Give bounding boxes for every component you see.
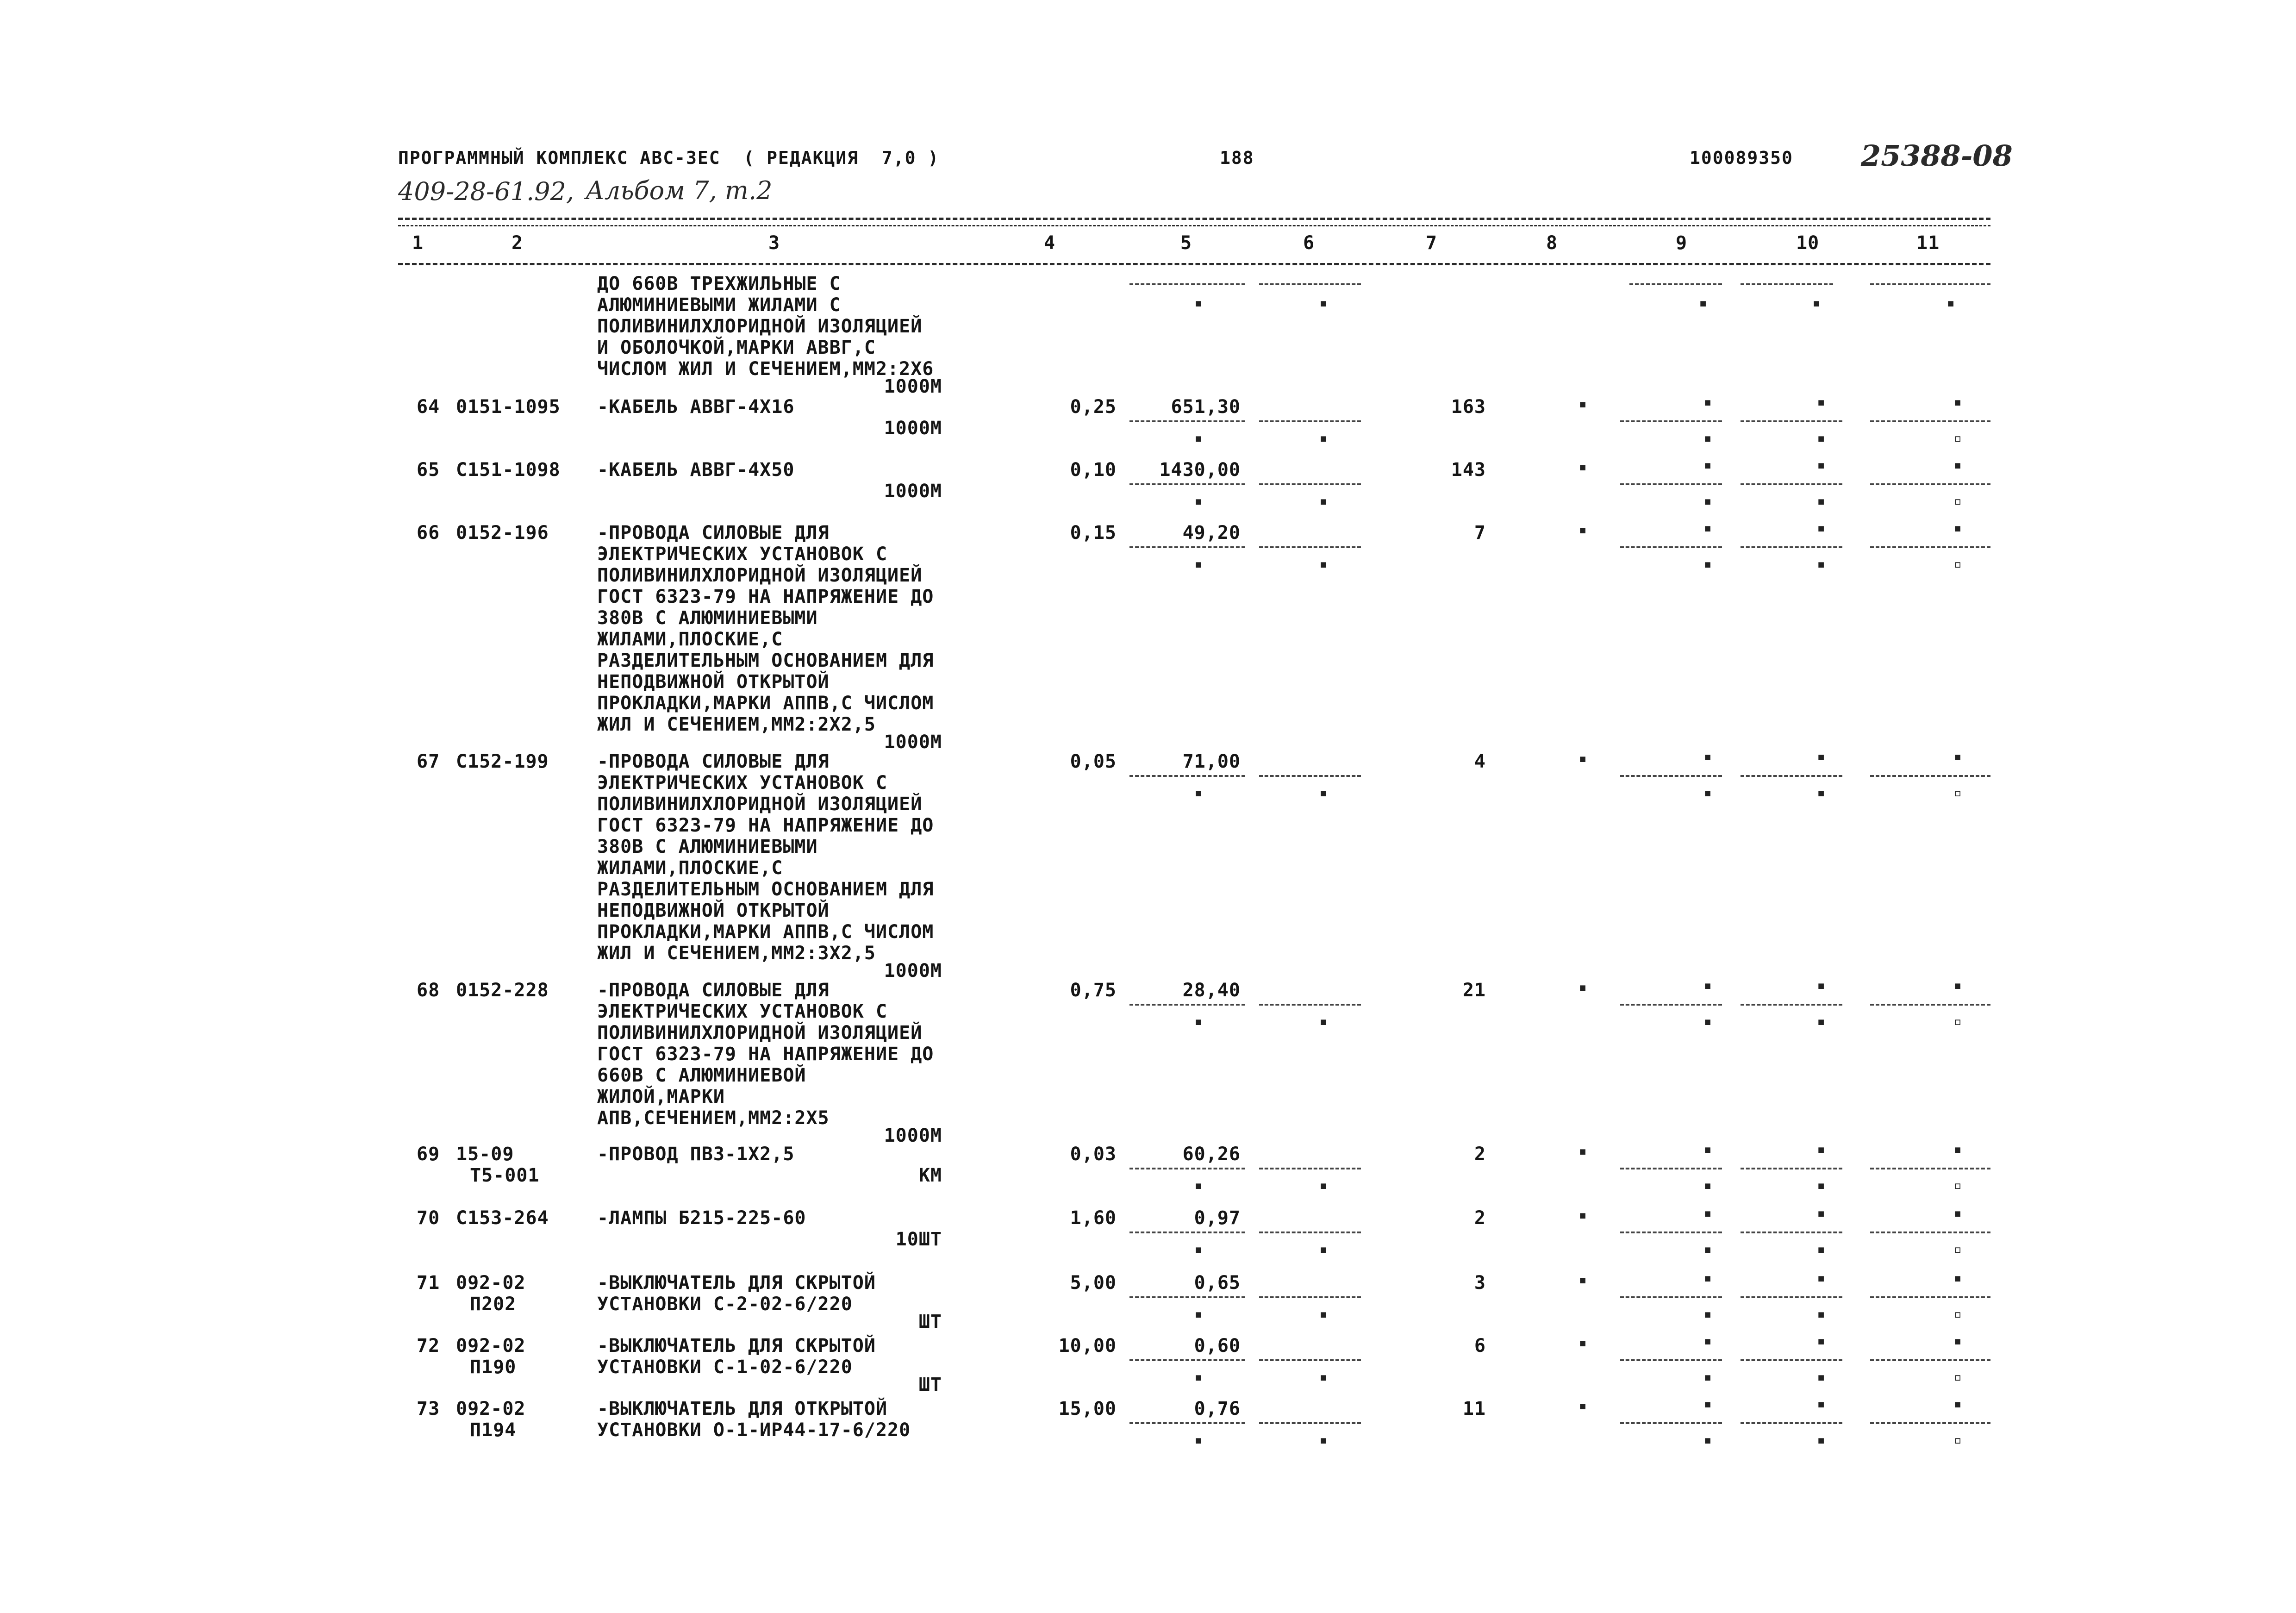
- continuation-text-line: ЧИСЛОМ ЖИЛ И СЕЧЕНИЕМ,ММ2:2Х6: [597, 358, 934, 380]
- dash-mark: ▪: [1817, 520, 1826, 536]
- dash-mark: ▫: [1953, 1432, 1962, 1448]
- dash-mark: ▪: [1319, 1432, 1328, 1448]
- subtotal-rule: [1870, 1004, 1990, 1006]
- handwritten-album: Альбом 7, т.2: [586, 176, 773, 205]
- subtotal-rule: [1870, 420, 1990, 422]
- row-description-line: ПОЛИВИНИЛХЛОРИДНОЙ ИЗОЛЯЦИЕЙ: [597, 565, 923, 586]
- dash-mark: ▫: [1953, 1177, 1962, 1194]
- row-description-line: АПВ,СЕЧЕНИЕМ,ММ2:2Х5: [597, 1107, 830, 1129]
- dash-mark: ▪: [1953, 520, 1962, 536]
- dash-mark: ▫: [1953, 785, 1962, 801]
- row-description-line: ЭЛЕКТРИЧЕСКИХ УСТАНОВОК С: [597, 1001, 888, 1022]
- column-header-10: 10: [1796, 232, 1820, 254]
- row-description-line: ЭЛЕКТРИЧЕСКИХ УСТАНОВОК С: [597, 772, 888, 794]
- row-description-line: -ПРОВОД ПВ3-1Х2,5: [597, 1144, 795, 1165]
- subtotal-rule: [1741, 1296, 1842, 1298]
- dash-mark: ▪: [1194, 785, 1203, 801]
- dash-mark: ▪: [1817, 1396, 1826, 1412]
- subtotal-rule: [1129, 775, 1245, 777]
- subtotal-rule: [1129, 420, 1245, 422]
- row-unit-price: 71,00: [1182, 751, 1241, 772]
- row-code: С151-1098: [456, 459, 561, 481]
- document-number: 100089350: [1690, 148, 1793, 168]
- row-description-line: -ПРОВОДА СИЛОВЫЕ ДЛЯ: [597, 751, 830, 772]
- row-code: 0152-228: [456, 980, 549, 1001]
- row-unit: КМ: [918, 1165, 942, 1186]
- dash-mark: ▪: [1194, 1013, 1203, 1030]
- subtotal-rule: [1870, 1422, 1990, 1424]
- subtotal-rule: [1129, 1296, 1245, 1298]
- row-description-line: УСТАНОВКИ С-1-02-6/220: [597, 1357, 853, 1378]
- row-description-line: 660В С АЛЮМИНИЕВОЙ: [597, 1065, 806, 1086]
- dash-mark: ▪: [1953, 1141, 1962, 1157]
- dash-mark: ▪: [1703, 1241, 1712, 1257]
- dash-mark: ▪: [1703, 977, 1712, 994]
- dash-mark: ▪: [1817, 977, 1826, 994]
- subtotal-rule: [1259, 1359, 1361, 1361]
- dash-mark: ▪: [1817, 1432, 1826, 1448]
- row-unit-price: 0,97: [1194, 1207, 1241, 1229]
- row-total: 3: [1474, 1272, 1486, 1294]
- row-total: 7: [1474, 522, 1486, 544]
- dash-mark: ▪: [1578, 1207, 1587, 1223]
- dash-mark: ▪: [1578, 522, 1587, 538]
- dash-mark: ▪: [1319, 1369, 1328, 1385]
- dash-mark: ▪: [1953, 1396, 1962, 1412]
- dash-mark: ▪: [1699, 295, 1708, 311]
- dash-mark: ▪: [1319, 1177, 1328, 1194]
- row-description-line: ЖИЛАМИ,ПЛОСКИЕ,С: [597, 629, 783, 650]
- dash-mark: ▫: [1953, 1241, 1962, 1257]
- subtotal-rule: [1870, 1168, 1990, 1169]
- subtotal-rule: [1129, 283, 1245, 285]
- dash-mark: ▪: [1578, 459, 1587, 475]
- dash-mark: ▪: [1578, 396, 1587, 412]
- row-unit-price: 651,30: [1171, 396, 1241, 418]
- dash-mark: ▪: [1817, 1369, 1826, 1385]
- subtotal-rule: [1259, 1296, 1361, 1298]
- row-description-line: ПРОКЛАДКИ,МАРКИ АППВ,С ЧИСЛОМ: [597, 921, 934, 943]
- dash-mark: ▪: [1817, 556, 1826, 572]
- row-number: 66: [417, 522, 440, 544]
- subtotal-rule: [1741, 420, 1842, 422]
- subtotal-rule: [1129, 546, 1245, 548]
- dash-mark: ▪: [1703, 1177, 1712, 1194]
- row-unit: 1000М: [884, 731, 942, 753]
- dash-mark: ▪: [1703, 1270, 1712, 1286]
- row-number: 71: [417, 1272, 440, 1294]
- subtotal-rule: [1129, 483, 1245, 485]
- dash-mark: ▪: [1319, 493, 1328, 509]
- dash-mark: ▪: [1194, 1432, 1203, 1448]
- subtotal-rule: [1870, 546, 1990, 548]
- row-quantity: 0,25: [1070, 396, 1117, 418]
- row-quantity: 0,03: [1070, 1144, 1117, 1165]
- row-description-line: ЖИЛОЙ,МАРКИ: [597, 1086, 725, 1107]
- dash-mark: ▪: [1953, 1333, 1962, 1349]
- subtotal-rule: [1620, 1359, 1722, 1361]
- row-unit: ШТ: [918, 1311, 942, 1332]
- program-header: ПРОГРАММНЫЙ КОМПЛЕКС АВС-3ЕС ( РЕДАКЦИЯ 7,0 ): [398, 148, 940, 168]
- row-number: 70: [417, 1207, 440, 1229]
- row-description-line: -ПРОВОДА СИЛОВЫЕ ДЛЯ: [597, 980, 830, 1001]
- row-description-line: УСТАНОВКИ С-2-02-6/220: [597, 1294, 853, 1315]
- dash-mark: ▪: [1812, 295, 1821, 311]
- row-description-line: -ПРОВОДА СИЛОВЫЕ ДЛЯ: [597, 522, 830, 544]
- row-code-secondary: П194: [470, 1419, 517, 1441]
- row-number: 68: [417, 980, 440, 1001]
- row-description-line: УСТАНОВКИ О-1-ИР44-17-6/220: [597, 1419, 911, 1441]
- dash-mark: ▪: [1817, 785, 1826, 801]
- row-description-line: ГОСТ 6323-79 НА НАПРЯЖЕНИЕ ДО: [597, 1044, 934, 1065]
- row-total: 163: [1451, 396, 1486, 418]
- row-description-line: ЖИЛАМИ,ПЛОСКИЕ,С: [597, 857, 783, 879]
- subtotal-rule: [1259, 546, 1361, 548]
- row-code: С152-199: [456, 751, 549, 772]
- dash-mark: ▪: [1578, 1143, 1587, 1159]
- subtotal-rule: [1620, 546, 1722, 548]
- subtotal-rule: [1870, 1359, 1990, 1361]
- row-description-line: ГОСТ 6323-79 НА НАПРЯЖЕНИЕ ДО: [597, 586, 934, 607]
- subtotal-rule: [1259, 1168, 1361, 1169]
- dash-mark: ▪: [1578, 1335, 1587, 1351]
- row-code-secondary: Т5-001: [470, 1165, 540, 1186]
- row-description-line: РАЗДЕЛИТЕЛЬНЫМ ОСНОВАНИЕМ ДЛЯ: [597, 879, 934, 900]
- column-header-5: 5: [1180, 232, 1192, 254]
- dash-mark: ▪: [1578, 1398, 1587, 1414]
- continuation-text-line: АЛЮМИНИЕВЫМИ ЖИЛАМИ С: [597, 294, 841, 316]
- table-top-rule: [398, 218, 1990, 220]
- row-description-line: ГОСТ 6323-79 НА НАПРЯЖЕНИЕ ДО: [597, 815, 934, 836]
- subtotal-rule: [1741, 775, 1842, 777]
- row-code-secondary: П202: [470, 1294, 517, 1315]
- row-code: 092-02: [456, 1272, 526, 1294]
- row-quantity: 15,00: [1058, 1398, 1117, 1419]
- row-unit-price: 28,40: [1182, 980, 1241, 1001]
- row-quantity: 0,75: [1070, 980, 1117, 1001]
- dash-mark: ▪: [1817, 1241, 1826, 1257]
- continuation-text-line: ДО 660В ТРЕХЖИЛЬНЫЕ С: [597, 273, 841, 294]
- row-quantity: 5,00: [1070, 1272, 1117, 1294]
- subtotal-rule: [1741, 1168, 1842, 1169]
- row-code: 092-02: [456, 1335, 526, 1357]
- column-header-2: 2: [512, 232, 524, 254]
- continuation-text-line: ПОЛИВИНИЛХЛОРИДНОЙ ИЗОЛЯЦИЕЙ: [597, 316, 923, 337]
- dash-mark: ▪: [1703, 556, 1712, 572]
- dash-mark: ▪: [1703, 1141, 1712, 1157]
- dash-mark: ▪: [1703, 749, 1712, 765]
- subtotal-rule: [1629, 283, 1722, 285]
- dash-mark: ▪: [1817, 394, 1826, 410]
- row-quantity: 1,60: [1070, 1207, 1117, 1229]
- row-unit: ШТ: [918, 1374, 942, 1395]
- dash-mark: ▪: [1703, 394, 1712, 410]
- row-number: 65: [417, 459, 440, 481]
- dash-mark: ▪: [1194, 430, 1203, 446]
- dash-mark: ▪: [1817, 1270, 1826, 1286]
- subtotal-rule: [1741, 283, 1833, 285]
- dash-mark: ▫: [1953, 556, 1962, 572]
- row-description-line: 380В С АЛЮМИНИЕВЫМИ: [597, 836, 818, 857]
- row-description-line: ЖИЛ И СЕЧЕНИЕМ,ММ2:3Х2,5: [597, 943, 876, 964]
- dash-mark: ▪: [1817, 749, 1826, 765]
- subtotal-rule: [1870, 775, 1990, 777]
- dash-mark: ▪: [1703, 1333, 1712, 1349]
- table-top-rule-2: [398, 225, 1990, 226]
- subtotal-rule: [1741, 1232, 1842, 1233]
- row-description-line: -ЛАМПЫ Б215-225-60: [597, 1207, 806, 1229]
- dash-mark: ▪: [1578, 750, 1587, 767]
- row-total: 2: [1474, 1207, 1486, 1229]
- dash-mark: ▪: [1319, 430, 1328, 446]
- row-quantity: 0,15: [1070, 522, 1117, 544]
- subtotal-rule: [1870, 1232, 1990, 1233]
- row-code: С153-264: [456, 1207, 549, 1229]
- dash-mark: ▪: [1194, 1369, 1203, 1385]
- dash-mark: ▫: [1953, 430, 1962, 446]
- row-unit: 1000М: [884, 960, 942, 982]
- subtotal-rule: [1259, 283, 1361, 285]
- row-total: 143: [1451, 459, 1486, 481]
- row-number: 64: [417, 396, 440, 418]
- column-header-4: 4: [1044, 232, 1056, 254]
- handwritten-project-code: 409-28-61.92,: [398, 177, 574, 206]
- subtotal-rule: [1741, 546, 1842, 548]
- dash-mark: ▪: [1578, 1272, 1587, 1288]
- row-description-line: 380В С АЛЮМИНИЕВЫМИ: [597, 607, 818, 629]
- column-header-1: 1: [412, 232, 424, 254]
- row-description-line: ЖИЛ И СЕЧЕНИЕМ,ММ2:2Х2,5: [597, 714, 876, 735]
- dash-mark: ▪: [1817, 1306, 1826, 1322]
- row-unit-price: 60,26: [1182, 1144, 1241, 1165]
- dash-mark: ▪: [1953, 457, 1962, 473]
- subtotal-rule: [1129, 1359, 1245, 1361]
- subtotal-rule: [1620, 1004, 1722, 1006]
- row-code: 15-09: [456, 1144, 514, 1165]
- subtotal-rule: [1741, 483, 1842, 485]
- row-quantity: 0,05: [1070, 751, 1117, 772]
- dash-mark: ▪: [1703, 1396, 1712, 1412]
- column-header-7: 7: [1426, 232, 1438, 254]
- dash-mark: ▪: [1194, 556, 1203, 572]
- row-description-line: -КАБЕЛЬ АВВГ-4Х16: [597, 396, 795, 418]
- subtotal-rule: [1259, 1422, 1361, 1424]
- subtotal-rule: [1620, 420, 1722, 422]
- row-total: 4: [1474, 751, 1486, 772]
- dash-mark: ▫: [1953, 1306, 1962, 1322]
- row-description-line: ПРОКЛАДКИ,МАРКИ АППВ,С ЧИСЛОМ: [597, 693, 934, 714]
- dash-mark: ▪: [1817, 430, 1826, 446]
- dash-mark: ▫: [1953, 493, 1962, 509]
- dash-mark: ▪: [1817, 457, 1826, 473]
- row-description-line: -ВЫКЛЮЧАТЕЛЬ ДЛЯ СКРЫТОЙ: [597, 1335, 876, 1357]
- subtotal-rule: [1741, 1422, 1842, 1424]
- row-quantity: 10,00: [1058, 1335, 1117, 1357]
- dash-mark: ▪: [1194, 1306, 1203, 1322]
- subtotal-rule: [1741, 1359, 1842, 1361]
- row-total: 21: [1462, 980, 1486, 1001]
- row-code: 0152-196: [456, 522, 549, 544]
- subtotal-rule: [1259, 420, 1361, 422]
- row-unit: 1000М: [884, 1125, 942, 1146]
- dash-mark: ▪: [1817, 1141, 1826, 1157]
- row-unit-price: 49,20: [1182, 522, 1241, 544]
- dash-mark: ▪: [1194, 493, 1203, 509]
- dash-mark: ▪: [1817, 493, 1826, 509]
- dash-mark: ▪: [1953, 394, 1962, 410]
- row-number: 73: [417, 1398, 440, 1419]
- dash-mark: ▪: [1817, 1333, 1826, 1349]
- row-unit: 1000М: [884, 481, 942, 502]
- dash-mark: ▪: [1817, 1013, 1826, 1030]
- dash-mark: ▪: [1953, 1270, 1962, 1286]
- subtotal-rule: [1870, 1296, 1990, 1298]
- row-code: 092-02: [456, 1398, 526, 1419]
- row-total: 6: [1474, 1335, 1486, 1357]
- row-description-line: НЕПОДВИЖНОЙ ОТКРЫТОЙ: [597, 900, 830, 921]
- row-unit-price: 0,65: [1194, 1272, 1241, 1294]
- row-unit: 10ШТ: [895, 1229, 942, 1250]
- subtotal-rule: [1620, 1422, 1722, 1424]
- column-header-3: 3: [768, 232, 780, 254]
- row-description-line: ЭЛЕКТРИЧЕСКИХ УСТАНОВОК С: [597, 544, 888, 565]
- dash-mark: ▫: [1953, 1369, 1962, 1385]
- dash-mark: ▪: [1817, 1177, 1826, 1194]
- subtotal-rule: [1620, 775, 1722, 777]
- dash-mark: ▪: [1194, 295, 1203, 311]
- dash-mark: ▪: [1703, 457, 1712, 473]
- dash-mark: ▪: [1703, 785, 1712, 801]
- subtotal-rule: [1870, 283, 1990, 285]
- continuation-unit: 1000М: [884, 376, 942, 397]
- dash-mark: ▪: [1703, 1205, 1712, 1221]
- subtotal-rule: [1620, 1232, 1722, 1233]
- row-code-secondary: П190: [470, 1357, 517, 1378]
- continuation-text-line: И ОБОЛОЧКОЙ,МАРКИ АВВГ,С: [597, 337, 876, 358]
- dash-mark: ▪: [1953, 1205, 1962, 1221]
- column-header-6: 6: [1303, 232, 1315, 254]
- dash-mark: ▪: [1578, 979, 1587, 995]
- row-description-line: ПОЛИВИНИЛХЛОРИДНОЙ ИЗОЛЯЦИЕЙ: [597, 794, 923, 815]
- subtotal-rule: [1129, 1004, 1245, 1006]
- dash-mark: ▪: [1319, 295, 1328, 311]
- row-unit: 1000М: [884, 418, 942, 439]
- dash-mark: ▫: [1953, 1013, 1962, 1030]
- row-unit-price: 0,60: [1194, 1335, 1241, 1357]
- row-total: 2: [1474, 1144, 1486, 1165]
- stamp-number: 25388-08: [1861, 139, 2013, 173]
- dash-mark: ▪: [1953, 977, 1962, 994]
- row-description-line: -ВЫКЛЮЧАТЕЛЬ ДЛЯ СКРЫТОЙ: [597, 1272, 876, 1294]
- dash-mark: ▪: [1319, 1306, 1328, 1322]
- column-header-9: 9: [1676, 232, 1688, 254]
- column-header-rule: [398, 263, 1990, 265]
- subtotal-rule: [1259, 1004, 1361, 1006]
- row-description-line: -ВЫКЛЮЧАТЕЛЬ ДЛЯ ОТКРЫТОЙ: [597, 1398, 888, 1419]
- row-total: 11: [1462, 1398, 1486, 1419]
- dash-mark: ▪: [1947, 295, 1955, 311]
- row-description-line: ПОЛИВИНИЛХЛОРИДНОЙ ИЗОЛЯЦИЕЙ: [597, 1022, 923, 1044]
- row-quantity: 0,10: [1070, 459, 1117, 481]
- dash-mark: ▪: [1194, 1241, 1203, 1257]
- dash-mark: ▪: [1703, 493, 1712, 509]
- dash-mark: ▪: [1703, 1013, 1712, 1030]
- dash-mark: ▪: [1194, 1177, 1203, 1194]
- subtotal-rule: [1620, 483, 1722, 485]
- column-header-8: 8: [1546, 232, 1558, 254]
- subtotal-rule: [1741, 1004, 1842, 1006]
- row-number: 72: [417, 1335, 440, 1357]
- row-code: 0151-1095: [456, 396, 561, 418]
- row-unit-price: 0,76: [1194, 1398, 1241, 1419]
- dash-mark: ▪: [1319, 1241, 1328, 1257]
- dash-mark: ▪: [1703, 1369, 1712, 1385]
- subtotal-rule: [1620, 1296, 1722, 1298]
- dash-mark: ▪: [1319, 556, 1328, 572]
- subtotal-rule: [1870, 483, 1990, 485]
- row-description-line: -КАБЕЛЬ АВВГ-4Х50: [597, 459, 795, 481]
- dash-mark: ▪: [1703, 1432, 1712, 1448]
- subtotal-rule: [1129, 1168, 1245, 1169]
- row-description-line: РАЗДЕЛИТЕЛЬНЫМ ОСНОВАНИЕМ ДЛЯ: [597, 650, 934, 671]
- dash-mark: ▪: [1817, 1205, 1826, 1221]
- row-number: 69: [417, 1144, 440, 1165]
- dash-mark: ▪: [1703, 430, 1712, 446]
- dash-mark: ▪: [1703, 1306, 1712, 1322]
- subtotal-rule: [1259, 483, 1361, 485]
- subtotal-rule: [1259, 1232, 1361, 1233]
- dash-mark: ▪: [1703, 520, 1712, 536]
- row-number: 67: [417, 751, 440, 772]
- dash-mark: ▪: [1319, 785, 1328, 801]
- page-number: 188: [1220, 148, 1254, 168]
- row-description-line: НЕПОДВИЖНОЙ ОТКРЫТОЙ: [597, 671, 830, 693]
- subtotal-rule: [1620, 1168, 1722, 1169]
- subtotal-rule: [1129, 1232, 1245, 1233]
- column-header-11: 11: [1916, 232, 1940, 254]
- dash-mark: ▪: [1953, 749, 1962, 765]
- subtotal-rule: [1129, 1422, 1245, 1424]
- dash-mark: ▪: [1319, 1013, 1328, 1030]
- row-unit-price: 1430,00: [1159, 459, 1241, 481]
- subtotal-rule: [1259, 775, 1361, 777]
